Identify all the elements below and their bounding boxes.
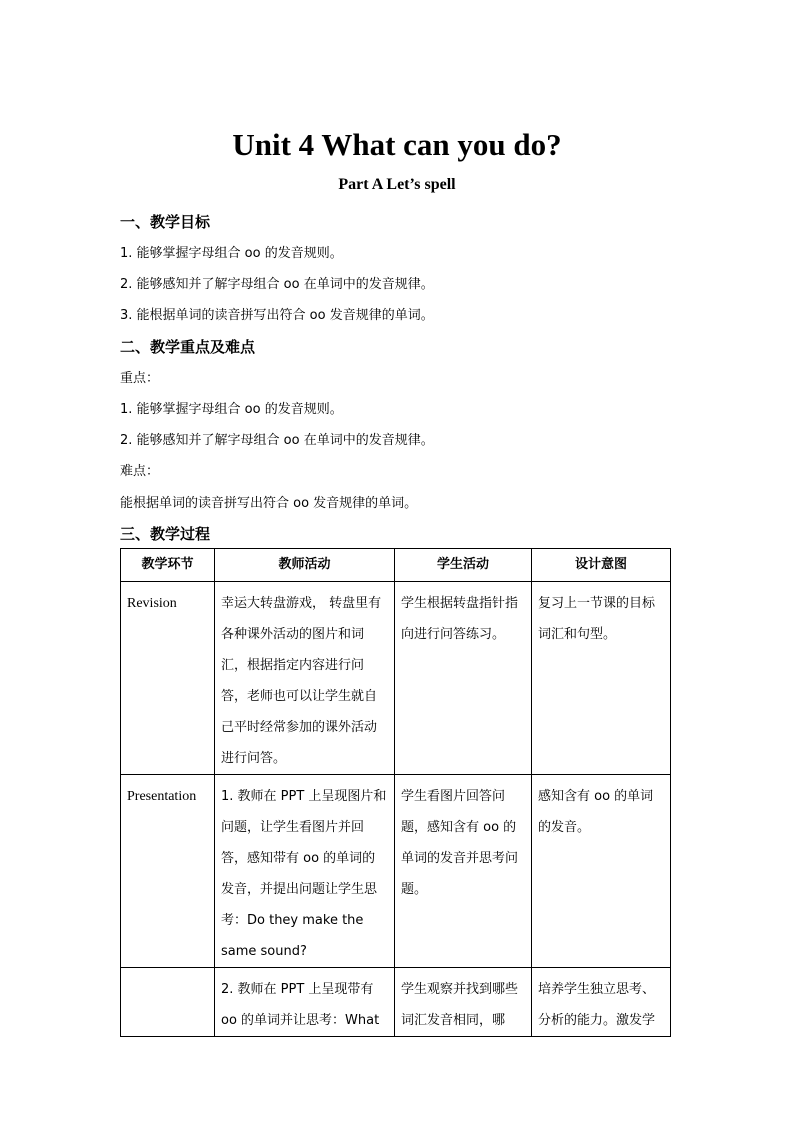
table-header-cell: 教师活动: [215, 549, 395, 582]
design-intent-cell: 培养学生独立思考、分析的能力。激发学: [532, 968, 671, 1037]
student-activity-cell: 学生看图片回答问题，感知含有 oo 的单词的发音并思考问题。: [395, 775, 532, 968]
teacher-activity-cell: 2. 教师在 PPT 上呈现带有 oo 的单词并让思考：What: [215, 968, 395, 1037]
student-activity-cell: 学生根据转盘指针指向进行问答练习。: [395, 582, 532, 775]
document-subtitle: Part A Let’s spell: [338, 176, 456, 193]
difficult-point-text: 能根据单词的读音拼写出符合 oo 发音规律的单词。: [120, 496, 418, 511]
section-heading-objectives: 一、教学目标: [120, 213, 211, 231]
section-heading-process: 三、教学过程: [120, 525, 211, 543]
table-header-cell: 学生活动: [395, 549, 532, 582]
table-header-cell: 设计意图: [532, 549, 671, 582]
teacher-activity-cell: 幸运大转盘游戏， 转盘里有各种课外活动的图片和词汇，根据指定内容进行问答，老师也可以让学生就自己平时经常参加的课外活动进行问答。: [215, 582, 395, 775]
stage-cell: Revision: [121, 582, 215, 775]
design-intent-cell: 复习上一节课的目标词汇和句型。: [532, 582, 671, 775]
table-header-row: [121, 549, 671, 582]
objective-item: 3. 能根据单词的读音拼写出符合 oo 发音规律的单词。: [120, 308, 434, 323]
table-row: [121, 775, 671, 968]
key-point-item: 1. 能够掌握字母组合 oo 的发音规则。: [120, 402, 343, 417]
teacher-activity-cell: 1. 教师在 PPT 上呈现图片和问题，让学生看图片并回答，感知带有 oo 的单词的发音，并提出问题让学生思考：Do they make the same sound?: [215, 775, 395, 968]
key-points-label: 重点：: [120, 371, 160, 386]
table-row: [121, 968, 671, 1037]
student-activity-cell: 学生观察并找到哪些词汇发音相同，哪: [395, 968, 532, 1037]
teaching-process-table: [120, 548, 671, 1037]
section-heading-key-points: 二、教学重点及难点: [120, 338, 256, 356]
key-point-item: 2. 能够感知并了解字母组合 oo 在单词中的发音规律。: [120, 433, 434, 448]
stage-cell: [121, 968, 215, 1037]
objective-item: 1. 能够掌握字母组合 oo 的发音规则。: [120, 246, 343, 261]
table-header-cell: 教学环节: [121, 549, 215, 582]
difficult-points-label: 难点：: [120, 464, 160, 479]
document-title: Unit 4 What can you do?: [232, 127, 562, 162]
objective-item: 2. 能够感知并了解字母组合 oo 在单词中的发音规律。: [120, 277, 434, 292]
table-row: [121, 582, 671, 775]
stage-cell: Presentation: [121, 775, 215, 968]
design-intent-cell: 感知含有 oo 的单词的发音。: [532, 775, 671, 968]
